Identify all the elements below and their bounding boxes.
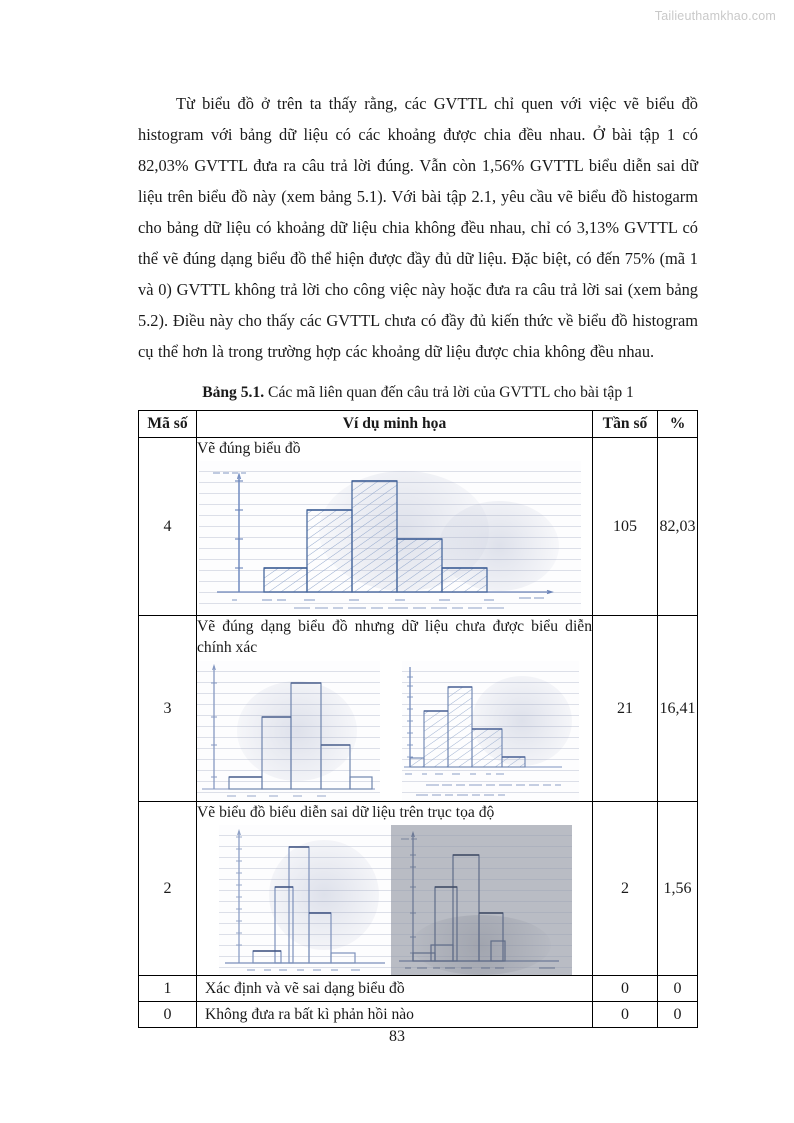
table-caption-number: Bảng 5.1. [202,384,265,401]
table-row [139,976,698,1002]
cell-example [197,976,593,1002]
cell-percent: 82,03 [658,438,698,616]
table-row [139,802,698,976]
cell-example [197,616,593,802]
figure-row3-right [402,661,579,801]
cell-code: 3 [139,616,197,802]
header-example: Ví dụ minh họa [197,411,593,438]
handwritten-chart-svg [197,661,380,801]
table-caption [138,383,698,403]
header-percent: % [658,411,698,438]
example-label: Vẽ đúng dạng biểu đồ nhưng dữ liệu chưa được biểu diễn chính xác [197,618,592,656]
cell-example [197,802,593,976]
codes-table [138,410,698,1028]
header-code: Mã số [139,411,197,438]
cell-percent: 0 [658,1002,698,1028]
header-frequency: Tần số [593,411,658,438]
page-number: 83 [389,1028,405,1045]
cell-frequency: 0 [593,1002,658,1028]
example-label: Vẽ biểu đồ biểu diễn sai dữ liệu trên trục tọa độ [197,804,495,821]
table-row [139,616,698,802]
cell-percent: 0 [658,976,698,1002]
cell-percent: 16,41 [658,616,698,802]
cell-frequency: 21 [593,616,658,802]
figure-row3-left [197,661,380,801]
example-label: Xác định và vẽ sai dạng biểu đồ [205,979,405,997]
handwritten-histogram-svg [199,461,581,613]
figure-row4-histogram [197,461,592,613]
cell-example [197,438,593,616]
watermark: Tailieuthamkhao.com [654,9,776,23]
cell-frequency: 0 [593,976,658,1002]
cell-percent: 1,56 [658,802,698,976]
cell-frequency: 105 [593,438,658,616]
cell-code: 2 [139,802,197,976]
page-content [138,88,698,1028]
handwritten-chart-svg [391,825,572,975]
cell-code: 1 [139,976,197,1002]
body-paragraph: Từ biểu đồ ở trên ta thấy rằng, các GVTTL chỉ quen với việc vẽ biểu đồ histogram với bảng dữ liệu có các khoảng được chia đều nhau. Ở bài tập 1 có 82,03% GVTTL đưa ra câu trả lời đúng. Vẫn còn 1,56% GVTTL biểu diễn sai dữ liệu trên biểu đồ này (xem bảng 5.1). Với bài tập 2.1, yêu cầu vẽ biểu đồ histogarm cho bảng dữ liệu có khoảng dữ liệu chia không đều nhau, chỉ có 3,13% GVTTL có thể vẽ đúng dạng biểu đồ thể hiện được đầy đủ dữ liệu. Đặc biệt, có đến 75% (mã 1 và 0) GVTTL không trả lời cho công việc này hoặc đưa ra câu trả lời sai (xem bảng 5.2). Điều này cho thấy các GVTTL chưa có đầy đủ kiến thức về biểu đồ histogram cụ thể hơn là trong trường hợp các khoảng dữ liệu được chia không đều nhau. [138,94,698,361]
cell-code: 4 [139,438,197,616]
example-label: Vẽ đúng biểu đồ [197,440,301,457]
cell-frequency: 2 [593,802,658,976]
figure-row2-left [219,825,391,975]
figure-pair-row2 [219,825,592,975]
cell-example [197,1002,593,1028]
table-caption-text: Các mã liên quan đến câu trả lời của GVTTL cho bài tập 1 [264,384,634,401]
figure-row2-right [391,825,572,975]
example-label: Không đưa ra bất kì phản hồi nào [205,1005,414,1023]
figure-pair-row3 [197,661,592,801]
table-row [139,1002,698,1028]
table-header-row [139,411,698,438]
table-row [139,438,698,616]
handwritten-chart-svg [219,825,391,975]
handwritten-chart-svg [402,661,579,801]
cell-code: 0 [139,1002,197,1028]
